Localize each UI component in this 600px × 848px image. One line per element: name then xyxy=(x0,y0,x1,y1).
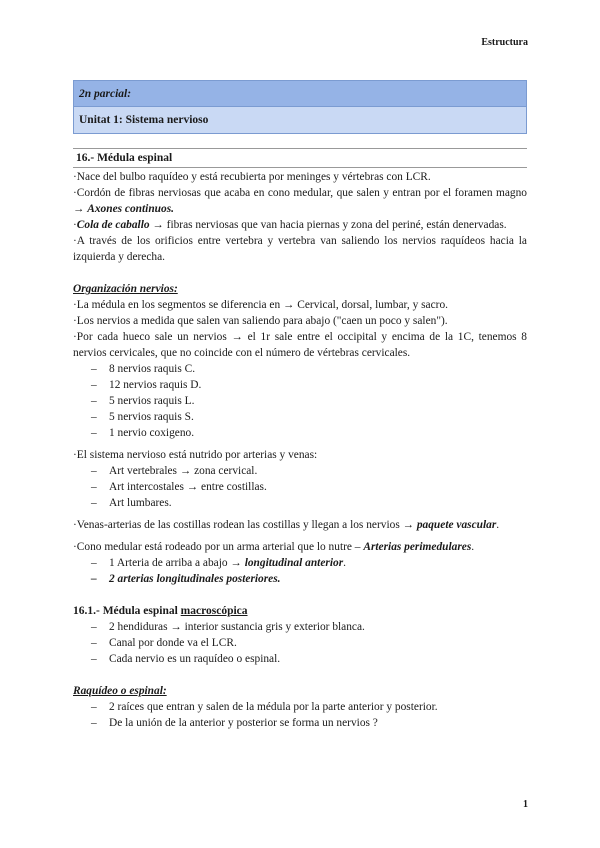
paragraph: ·El sistema nervioso está nutrido por arterias y venas: xyxy=(73,449,318,461)
section-16-1-title: 16.1.- Médula espinal macroscópica xyxy=(73,605,248,617)
perimedular-list xyxy=(73,555,527,587)
list-item: – 8 nervios raquis C. xyxy=(91,361,527,377)
list-item: – Art vertebrales → zona cervical. xyxy=(91,463,527,479)
partial-label: 2n parcial: xyxy=(79,88,132,100)
document-body xyxy=(73,169,527,731)
list-item: – 2 arterias longitudinales posteriores. xyxy=(91,571,527,587)
list-item: – Art lumbares. xyxy=(91,495,527,511)
paragraph: ·La médula en los segmentos se diferencia en → Cervical, dorsal, lumbar, y sacro. xyxy=(73,299,448,311)
header-title: Estructura xyxy=(481,37,528,48)
nerves-list xyxy=(73,361,527,441)
list-item: – Cada nervio es un raquídeo o espinal. xyxy=(91,651,527,667)
list-item: – Canal por donde va el LCR. xyxy=(91,635,527,651)
list-item: – 2 raíces que entran y salen de la médula por la parte anterior y posterior. xyxy=(91,699,527,715)
subheading-raquideo: Raquídeo o espinal: xyxy=(73,685,167,697)
macroscopica-list xyxy=(73,619,527,667)
list-item: – 5 nervios raquis L. xyxy=(91,393,527,409)
unit-label: Unitat 1: Sistema nervioso xyxy=(79,114,209,126)
paragraph: ·Los nervios a medida que salen van saliendo para abajo ("caen un poco y salen"). xyxy=(73,315,448,327)
page-number: 1 xyxy=(523,799,528,810)
list-item: – 2 hendiduras → interior sustancia gris y exterior blanca. xyxy=(91,619,527,635)
unit-box xyxy=(73,107,527,134)
subheading-organizacion: Organización nervios: xyxy=(73,283,178,295)
list-item: – 1 Arteria de arriba a abajo → longitudinal anterior. xyxy=(91,555,527,571)
list-item: – De la unión de la anterior y posterior se forma un nervios ? xyxy=(91,715,527,731)
paragraph: ·Venas-arterias de las costillas rodean las costillas y llegan a los nervios → paquete vascular. xyxy=(73,519,500,531)
paragraph: ·Por cada hueco sale un nervios → el 1r sale entre el occipital y encima de la 1C, tenemos 8 nervios cervicales, que no coincide con el número de vértebras cervicales. xyxy=(73,331,527,359)
paragraph: ·Cono medular está rodeado por un arma arterial que lo nutre – Arterias perimedulares. xyxy=(73,541,475,553)
section-16-heading xyxy=(73,148,527,168)
section-16-title: 16.- Médula espinal xyxy=(76,152,173,164)
partial-box xyxy=(73,80,527,107)
list-item: – Art intercostales → entre costillas. xyxy=(91,479,527,495)
list-item: – 1 nervio coxigeno. xyxy=(91,425,527,441)
list-item: – 12 nervios raquis D. xyxy=(91,377,527,393)
paragraph: ·Cordón de fibras nerviosas que acaba en cono medular, que salen y entran por el foramen magno → Axones continuos. xyxy=(73,187,527,215)
paragraph: ·Cola de caballo → fibras nerviosas que van hacia piernas y zona del periné, están denervadas. xyxy=(73,219,507,231)
paragraph: ·Nace del bulbo raquídeo y está recubierta por meninges y vértebras con LCR. xyxy=(73,171,431,183)
list-item: – 5 nervios raquis S. xyxy=(91,409,527,425)
paragraph: ·A través de los orificios entre vertebra y vertebra van saliendo los nervios raquídeos hacia la izquierda y derecha. xyxy=(73,235,527,263)
arteries-list xyxy=(73,463,527,511)
raquideo-list xyxy=(73,699,527,731)
